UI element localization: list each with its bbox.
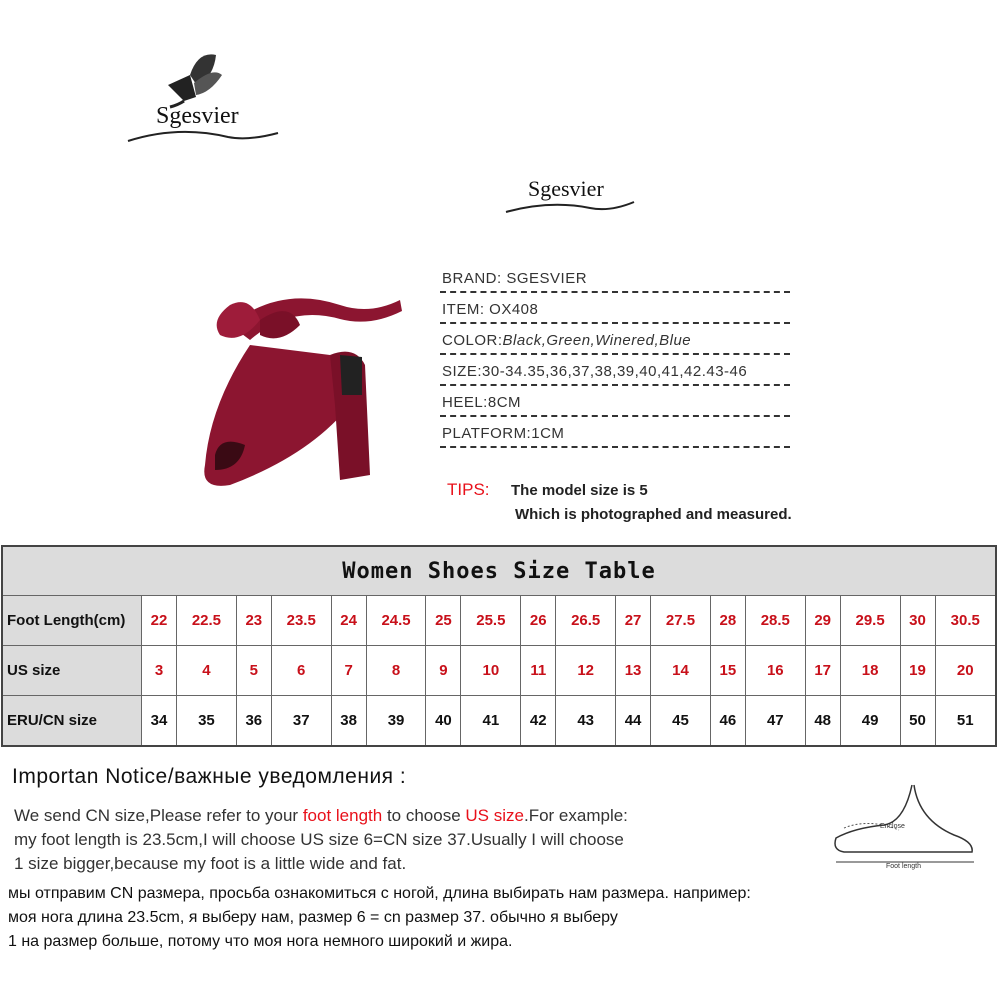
brand-logo-top [118, 45, 288, 155]
size-cell: 29.5 [840, 596, 900, 646]
size-cell: 35 [177, 696, 237, 746]
size-cell: 17 [805, 646, 840, 696]
size-cell: 11 [521, 646, 556, 696]
size-cell: 10 [461, 646, 521, 696]
size-cell: 6 [271, 646, 331, 696]
size-cell: 22.5 [177, 596, 237, 646]
size-cell: 37 [271, 696, 331, 746]
size-cell: 28.5 [745, 596, 805, 646]
size-cell: 36 [236, 696, 271, 746]
size-table-title: Women Shoes Size Table [2, 546, 996, 596]
size-cell: 50 [900, 696, 935, 746]
size-cell: 30.5 [935, 596, 996, 646]
size-cell: 29 [805, 596, 840, 646]
size-cell: 51 [935, 696, 996, 746]
row-label: US size [2, 646, 142, 696]
us-size-highlight: US size [465, 806, 524, 825]
spec-list [440, 264, 820, 450]
size-cell: 14 [651, 646, 711, 696]
butterfly-shoe-icon [168, 54, 222, 107]
size-cell: 39 [366, 696, 426, 746]
size-cell: 26.5 [556, 596, 616, 646]
spec-color: COLOR:Black,Green,Winered,Blue [440, 326, 820, 357]
spec-heel: HEEL:8CM [440, 388, 820, 419]
tips-line-1: The model size is 5 [511, 482, 648, 499]
size-cell: 23.5 [271, 596, 331, 646]
size-cell: 4 [177, 646, 237, 696]
foot-measure-diagram [824, 780, 984, 870]
size-cell: 16 [745, 646, 805, 696]
notice-english: We send CN size,Please refer to your foot length to choose US size.For example: my foot length is 23.5cm,I will choose US size 6=CN size 37.Usually I will choose 1 size bigger,because my foot is a little wide and fat. [14, 806, 628, 873]
size-cell: 27.5 [651, 596, 711, 646]
size-cell: 44 [616, 696, 651, 746]
size-cell: 8 [366, 646, 426, 696]
size-table [1, 545, 997, 747]
size-cell: 3 [142, 646, 177, 696]
size-cell: 26 [521, 596, 556, 646]
size-cell: 23 [236, 596, 271, 646]
size-cell: 27 [616, 596, 651, 646]
size-cell: 40 [426, 696, 461, 746]
notice-russian: мы отправим CN размера, просьба ознакомиться с ногой, длина выбирать нам размера. например: моя нога длина 23.5cm, я выберу нам, размер 6 = cn размер 37. обычно я выберу 1 на размер больше, потому что моя нога немного широкий и жира. [8, 885, 751, 950]
size-table-row [2, 596, 996, 646]
size-cell: 20 [935, 646, 996, 696]
size-cell: 9 [426, 646, 461, 696]
spec-brand: BRAND: SGESVIER [440, 264, 820, 295]
foot-length-label: Foot length [886, 863, 922, 870]
size-cell: 18 [840, 646, 900, 696]
size-cell: 38 [331, 696, 366, 746]
size-table-row [2, 696, 996, 746]
size-cell: 19 [900, 646, 935, 696]
size-cell: 25 [426, 596, 461, 646]
size-cell: 24.5 [366, 596, 426, 646]
brand-wordmark-mid: Sgesvier [528, 176, 604, 201]
size-cell: 30 [900, 596, 935, 646]
shoe-product-image [190, 285, 410, 495]
size-cell: 13 [616, 646, 651, 696]
size-cell: 45 [651, 696, 711, 746]
size-cell: 41 [461, 696, 521, 746]
size-cell: 12 [556, 646, 616, 696]
tips [447, 480, 792, 523]
size-cell: 46 [710, 696, 745, 746]
size-cell: 42 [521, 696, 556, 746]
size-cell: 24 [331, 596, 366, 646]
size-cell: 7 [331, 646, 366, 696]
foot-length-highlight: foot length [302, 806, 383, 825]
size-cell: 28 [710, 596, 745, 646]
brand-wordmark-top: Sgesvier [156, 103, 239, 129]
row-label: Foot Length(cm) [2, 596, 142, 646]
size-table-row [2, 646, 996, 696]
size-cell: 43 [556, 696, 616, 746]
size-cell: 25.5 [461, 596, 521, 646]
spec-item: ITEM: OX408 [440, 295, 820, 326]
row-label: ERU/CN size [2, 696, 142, 746]
spec-size: SIZE:30-34.35,36,37,38,39,40,41,42.43-46 [440, 357, 820, 388]
size-cell: 22 [142, 596, 177, 646]
enclose-label: Enclose [880, 823, 905, 830]
size-cell: 47 [745, 696, 805, 746]
spec-platform: PLATFORM:1CM [440, 419, 820, 450]
size-cell: 49 [840, 696, 900, 746]
size-cell: 15 [710, 646, 745, 696]
tips-label: TIPS: [447, 480, 490, 499]
size-cell: 5 [236, 646, 271, 696]
size-cell: 48 [805, 696, 840, 746]
tips-line-2: Which is photographed and measured. [515, 506, 792, 523]
notice-title: Importan Notice/важные уведомления : [12, 765, 407, 788]
size-cell: 34 [142, 696, 177, 746]
